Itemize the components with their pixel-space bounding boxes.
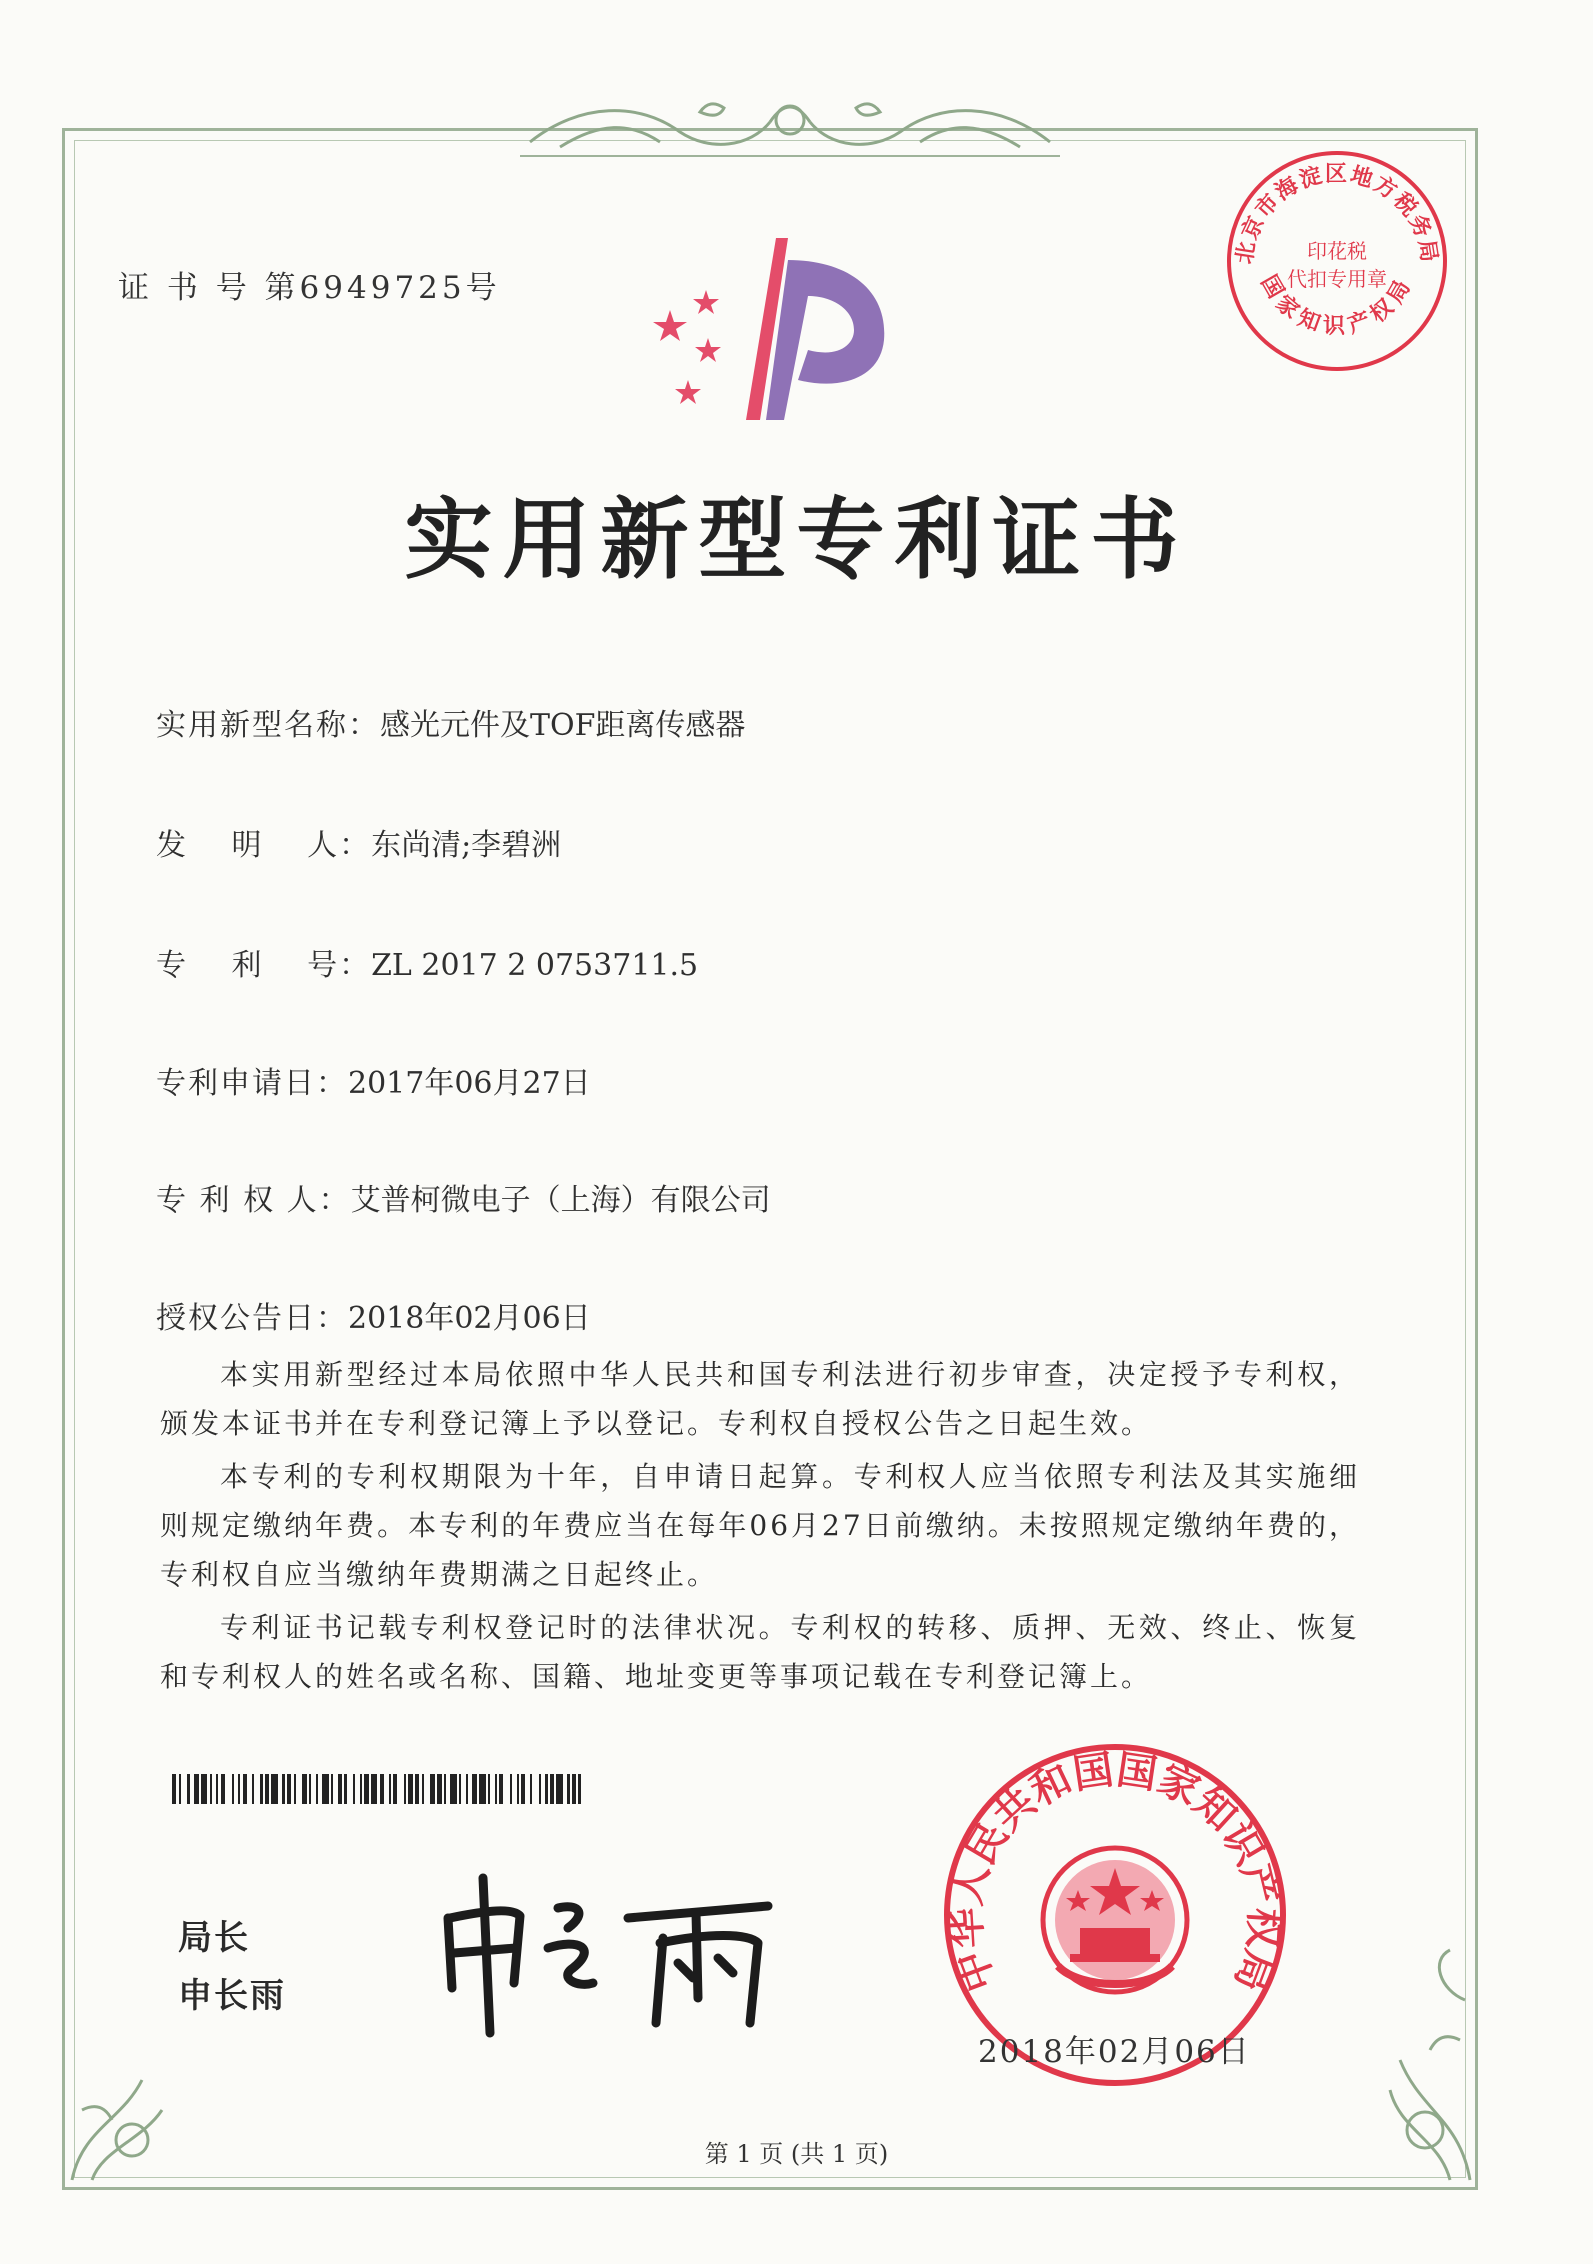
- field-application-date: [156, 1058, 591, 1102]
- body-paragraph: 专利证书记载专利权登记时的法律状况。专利权的转移、质押、无效、终止、恢复和专利权人的姓名或名称、国籍、地址变更等事项记载在专利登记簿上。: [160, 1611, 1360, 1693]
- director-name: 申长雨: [178, 1976, 286, 2016]
- field-label: 发 明 人：: [156, 828, 372, 863]
- field-patent-number: [156, 940, 698, 984]
- national-emblem-icon: [1043, 1848, 1187, 1992]
- director-signature: [428, 1858, 788, 2038]
- page-title: 实用新型专利证书: [404, 487, 1189, 591]
- body-paragraph: 本实用新型经过本局依照中华人民共和国专利法进行初步审查，决定授予专利权，颁发本证书并在专利登记簿上予以登记。专利权自授权公告之日起生效。: [160, 1358, 1360, 1440]
- state-seal-ring-text: 中华人民共和国国家知识产权局: [942, 1745, 1288, 1998]
- field-value: 艾普柯微电子（上海）有限公司: [350, 1183, 771, 1218]
- field-label: 实用新型名称：: [156, 708, 380, 743]
- field-value: 2018年02月06日: [348, 1301, 591, 1336]
- tax-seal-stamp: [1222, 146, 1452, 376]
- field-utility-model-name: [156, 700, 745, 744]
- bottom-left-ornament: [62, 2050, 182, 2190]
- tax-seal-ring-text: 北京市海淀区地方税务局: [1231, 160, 1443, 266]
- field-value: 感光元件及TOF距离传感器: [380, 708, 746, 743]
- tax-seal-center-line1: 印花税: [1307, 239, 1367, 263]
- field-patentee: [156, 1175, 771, 1219]
- field-label: 专 利 号：: [156, 948, 372, 983]
- tax-seal-bottom-text: 国家知识产权局: [1255, 270, 1419, 340]
- field-label: 授权公告日：: [156, 1301, 348, 1336]
- field-label: 专 利 权 人：: [156, 1183, 351, 1218]
- field-label: 专利申请日：: [156, 1066, 348, 1101]
- field-value: 东尚清;李碧洲: [371, 828, 562, 863]
- director-title: 局长: [178, 1918, 250, 1958]
- page-number: 第 1 页 (共 1 页): [704, 2140, 889, 2168]
- field-inventors: [156, 820, 561, 864]
- certificate-number: 证 书 号 第6949725号: [118, 270, 501, 306]
- barcode: [172, 1774, 586, 1804]
- field-value: ZL 2017 2 0753711.5: [371, 948, 699, 983]
- certificate-body: [160, 1350, 1360, 1705]
- field-grant-date: [156, 1293, 591, 1337]
- seal-date: 2018年02月06日: [978, 2034, 1251, 2070]
- field-value: 2017年06月27日: [348, 1066, 591, 1101]
- top-ornament: [520, 92, 1060, 162]
- cnipa-emblem-icon: [648, 230, 908, 430]
- tax-seal-center-line2: 代扣专用章: [1287, 267, 1387, 291]
- body-paragraph: 本专利的专利权期限为十年，自申请日起算。专利权人应当依照专利法及其实施细则规定缴纳年费。本专利的年费应当在每年06月27日前缴纳。未按照规定缴纳年费的，专利权自应当缴纳年费期满之日起终止。: [160, 1460, 1360, 1591]
